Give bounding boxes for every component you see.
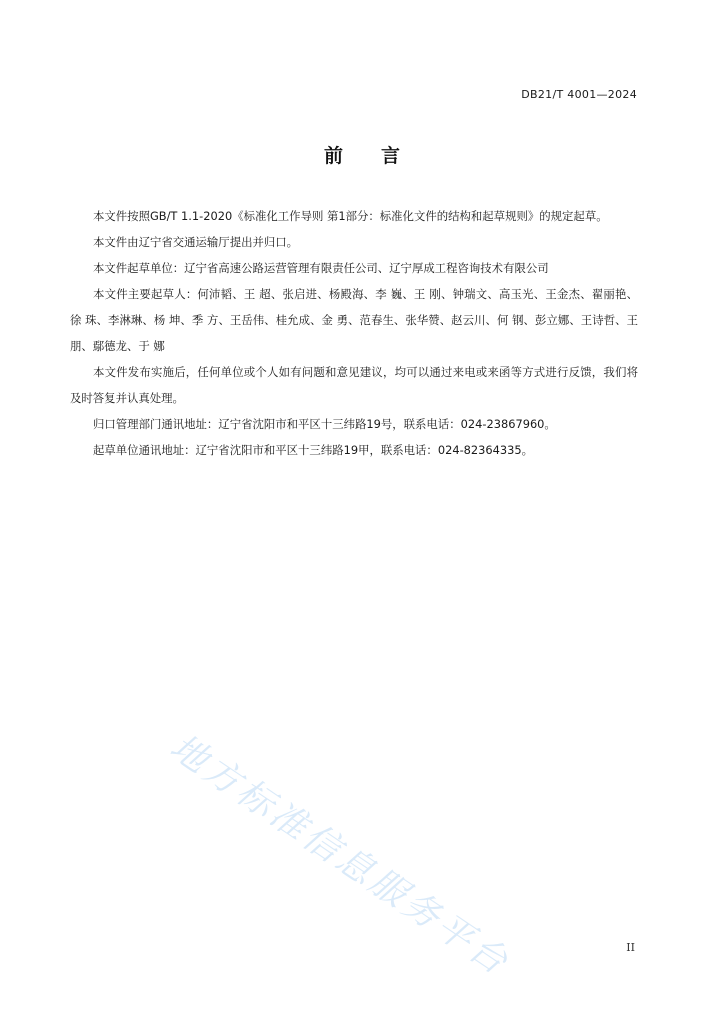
- title-char-1: 前: [323, 145, 343, 167]
- foreword-body: [70, 203, 638, 463]
- page-number: II: [626, 941, 635, 954]
- paragraph-proposer: 本文件由辽宁省交通运输厅提出并归口。: [93, 235, 299, 249]
- section-title: [0, 141, 724, 168]
- paragraph-feedback: 本文件发布实施后，任何单位或个人如有问题和意见建议，均可以通过来电或来函等方式进行反馈，我们将及时答复并认真处理。: [70, 365, 638, 405]
- platform-watermark: 地方标准信息服务平台: [162, 726, 518, 985]
- document-code: DB21/T 4001—2024: [521, 88, 637, 101]
- paragraph-drafter-address: 起草单位通讯地址：辽宁省沈阳市和平区十三纬路19甲，联系电话：024-82364335。: [93, 443, 534, 457]
- title-char-2: 言: [381, 145, 401, 167]
- paragraph-admin-address: 归口管理部门通讯地址：辽宁省沈阳市和平区十三纬路19号，联系电话：024-23867960。: [93, 417, 556, 431]
- paragraph-drafting-rules: 本文件按照GB/T 1.1-2020《标准化工作导则 第1部分：标准化文件的结构和起草规则》的规定起草。: [93, 209, 608, 223]
- paragraph-drafting-units: 本文件起草单位：辽宁省高速公路运营管理有限责任公司、辽宁厚成工程咨询技术有限公司: [93, 261, 549, 275]
- paragraph-drafters: 本文件主要起草人：何沛韬、王 超、张启进、杨殿海、李 巍、王 刚、钟瑞文、高玉光、王金杰、翟丽艳、徐 珠、李淋琳、杨 坤、季 方、王岳伟、桂允成、金 勇、范春生、张华赞、赵云川、何 钢、彭立娜、王诗哲、王 朋、鄢德龙、于 娜: [70, 287, 638, 353]
